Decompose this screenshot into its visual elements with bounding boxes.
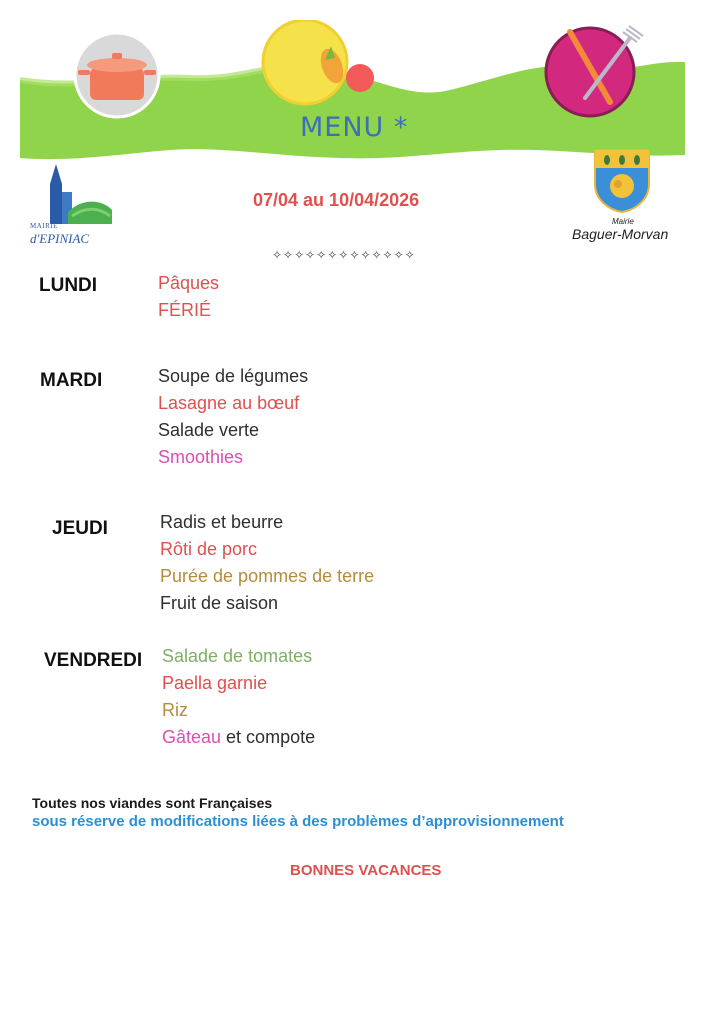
day-menu-lundi: [158, 270, 219, 324]
menu-item: Purée de pommes de terre: [160, 566, 375, 586]
farewell-message: BONNES VACANCES: [290, 862, 442, 879]
day-label-jeudi: JEUDI: [52, 518, 108, 539]
epiniac-label: d'EPINIAC: [30, 231, 90, 246]
day-menu-vendredi: [162, 643, 315, 751]
supply-disclaimer: sous réserve de modifications liées à des problèmes d’approvisionnement: [32, 813, 564, 830]
baguer-morvan-shield-icon: [593, 148, 651, 214]
header-banner: [20, 20, 685, 165]
menu-item-part: et beurre: [206, 512, 284, 532]
cooking-pot-icon: [75, 33, 159, 117]
meat-origin-note: Toutes nos viandes sont Françaises: [32, 795, 273, 811]
menu-item: Salade de tomates: [162, 646, 313, 666]
day-menu-jeudi: [160, 509, 374, 617]
menu-item: Rôti de porc: [160, 539, 258, 559]
menu-item: [160, 509, 374, 536]
menu-item: Soupe de légumes: [158, 366, 309, 386]
menu-item-part: Gâteau: [162, 727, 222, 747]
day-label-mardi: MARDI: [40, 370, 103, 391]
menu-item: [162, 724, 315, 751]
menu-item: Smoothies: [158, 447, 244, 467]
decorative-separator: ✧✧✧✧✧✧✧✧✧✧✧✧✧: [272, 248, 416, 262]
baguer-morvan-label-small: Mairie: [612, 217, 634, 226]
menu-item-part: Radis: [160, 512, 207, 532]
menu-item: Pâques: [158, 273, 220, 293]
menu-item: Paella garnie: [162, 673, 268, 693]
menu-item: Lasagne au bœuf: [158, 393, 300, 413]
day-label-lundi: LUNDI: [39, 275, 98, 296]
menu-item: Fruit de saison: [160, 593, 279, 613]
epiniac-label-small: MAIRIE: [30, 222, 58, 230]
menu-item-part: et compote: [221, 727, 316, 747]
page-title: MENU *: [300, 112, 409, 143]
menu-item: Riz: [162, 700, 188, 720]
fruit-icon: [263, 20, 374, 104]
day-menu-mardi: [158, 363, 308, 471]
day-label-vendredi: VENDREDI: [44, 650, 143, 671]
menu-item: Salade verte: [158, 420, 260, 440]
baguer-morvan-label: Baguer-Morvan: [572, 226, 669, 242]
menu-item: FÉRIÉ: [158, 300, 212, 320]
date-range: 07/04 au 10/04/2026: [253, 190, 420, 210]
